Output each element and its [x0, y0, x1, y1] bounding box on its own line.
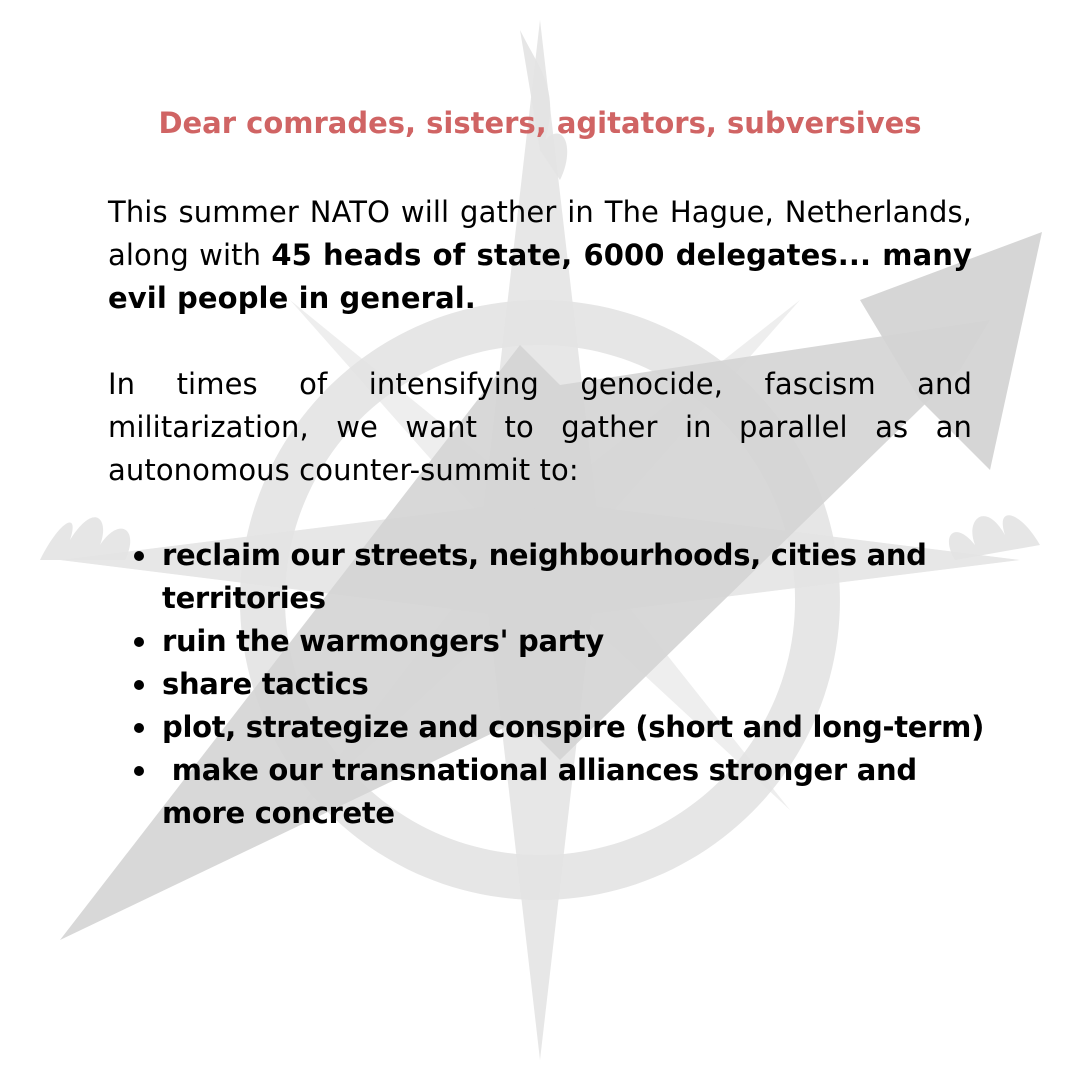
- list-item-text: plot, strategize and conspire (short and long-term): [162, 710, 985, 744]
- bullet-icon: [134, 680, 144, 690]
- list-item-text: reclaim our streets, neighbourhoods, cities and territories: [162, 538, 927, 615]
- list-item: [162, 534, 1026, 620]
- page-title: Dear comrades, sisters, agitators, subversives: [158, 106, 922, 140]
- bullet-icon: [134, 637, 144, 647]
- list-item: [162, 663, 1026, 706]
- list-item-text: share tactics: [162, 667, 369, 701]
- intro-text: This summer NATO will gather in The Hague, Netherlands, along with: [108, 195, 972, 272]
- intro-paragraph: [108, 191, 972, 320]
- list-item: [162, 706, 1026, 749]
- bullet-icon: [134, 551, 144, 561]
- goals-list: [108, 534, 1026, 835]
- list-item: [162, 620, 1026, 663]
- bullet-icon: [134, 766, 144, 776]
- purpose-paragraph: In times of intensifying genocide, fascism and militarization, we want to gather in parallel as an autonomous counter-summit to:: [108, 367, 972, 487]
- list-item-text: make our transnational alliances stronger and more concrete: [162, 753, 927, 830]
- list-item: [162, 749, 1026, 835]
- bullet-icon: [134, 723, 144, 733]
- list-item-text: ruin the warmongers' party: [162, 624, 604, 658]
- intro-bold-text: 45 heads of state, 6000 delegates... many evil people in general.: [108, 238, 972, 315]
